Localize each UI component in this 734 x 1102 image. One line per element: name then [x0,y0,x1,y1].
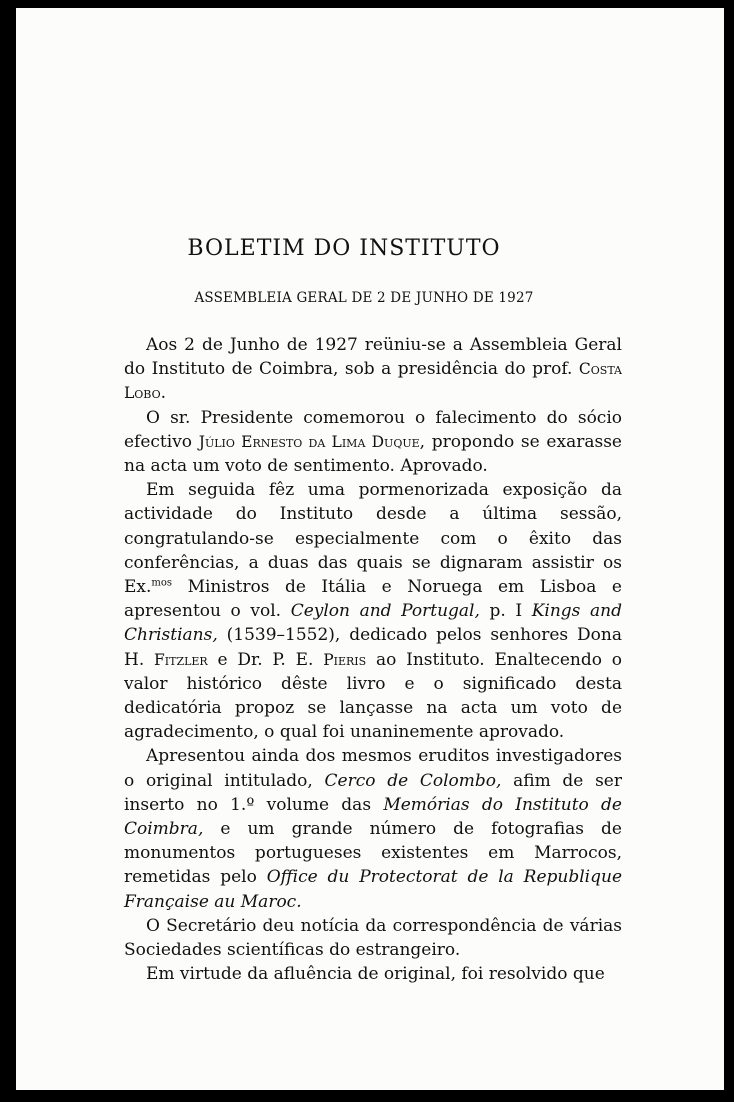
p3-book-subtitle: Kings and Christians, [124,601,622,646]
paragraph-2 [124,406,622,479]
paragraph-3 [124,478,622,744]
p3-name-pieris: Pieris [323,650,367,669]
p2-text-a: O sr. Presidente comemorou o falecimento do sócio efectivo [124,407,622,452]
p1-text-b: . [160,383,167,404]
p3-text-f: ao Instituto. Enaltecendo o valor histórico dêste livro e o significado desta dedicatória propoz se lançasse na acta um voto de agradecimento, o qual foi unaninemente aprovado. [124,649,622,743]
document-page [16,8,724,1090]
p3-text-c: p. I [479,601,532,622]
p4-text-a: Apresentou ainda dos mesmos eruditos investigadores o original intitulado, [124,746,622,791]
paragraph-1 [124,333,622,406]
p3-text-e: e Dr. P. E. [207,649,324,670]
p4-text-b: afim de ser inserto no 1.º volume das [124,770,622,815]
p3-superscript: mos [151,577,173,589]
section-subheading: ASSEMBLEIA GERAL DE 2 DE JUNHO DE 1927 [194,290,534,306]
p2-text-b: , propondo se exarasse na acta um voto de sentimento. Aprovado. [124,431,622,477]
p3-name-fitzler: Fitzler [154,650,208,669]
p4-text-c: e um grande número de fotografias de monumentos portugueses existentes em Marrocos, remetidas pelo [124,819,622,888]
p3-text-b: Ministros de Itália e Noruega em Lisboa e apresentou o vol. [124,577,622,622]
p1-name: Costa Lobo [124,360,622,403]
p1-text-a: Aos 2 de Junho de 1927 reüniu-se a Assembleia Geral do Instituto de Coimbra, sob a presidência do prof. [124,335,622,380]
paragraph-6: Em virtude da afluência de original, foi resolvido que [146,964,605,985]
p2-name: Júlio Ernesto da Lima Duque [198,432,420,451]
p4-office-name: Office du Protectorat de la Republique Française au Maroc. [124,867,623,912]
p4-work-title: Cerco de Colombo, [324,770,502,791]
p3-text-a: Em seguida fêz uma pormenorizada exposição da actividade do Instituto desde a última sessão, congratulando-se especialmente com o êxito das conferências, a duas das quais se dignaram assistir os Ex. [124,480,622,598]
p3-text-d: (1539–1552), dedicado pelos senhores Dona H. [124,625,622,670]
body-text [124,333,622,986]
p3-book-title: Ceylon and Portugal, [290,601,480,622]
paragraph-4 [124,744,622,913]
paragraph-5: O Secretário deu notícia da correspondência de várias Sociedades scientíficas do estrangeiro. [124,915,622,961]
p4-series-title: Memórias do Instituto de Coimbra, [124,794,622,840]
page-heading: BOLETIM DO INSTITUTO [187,236,501,261]
